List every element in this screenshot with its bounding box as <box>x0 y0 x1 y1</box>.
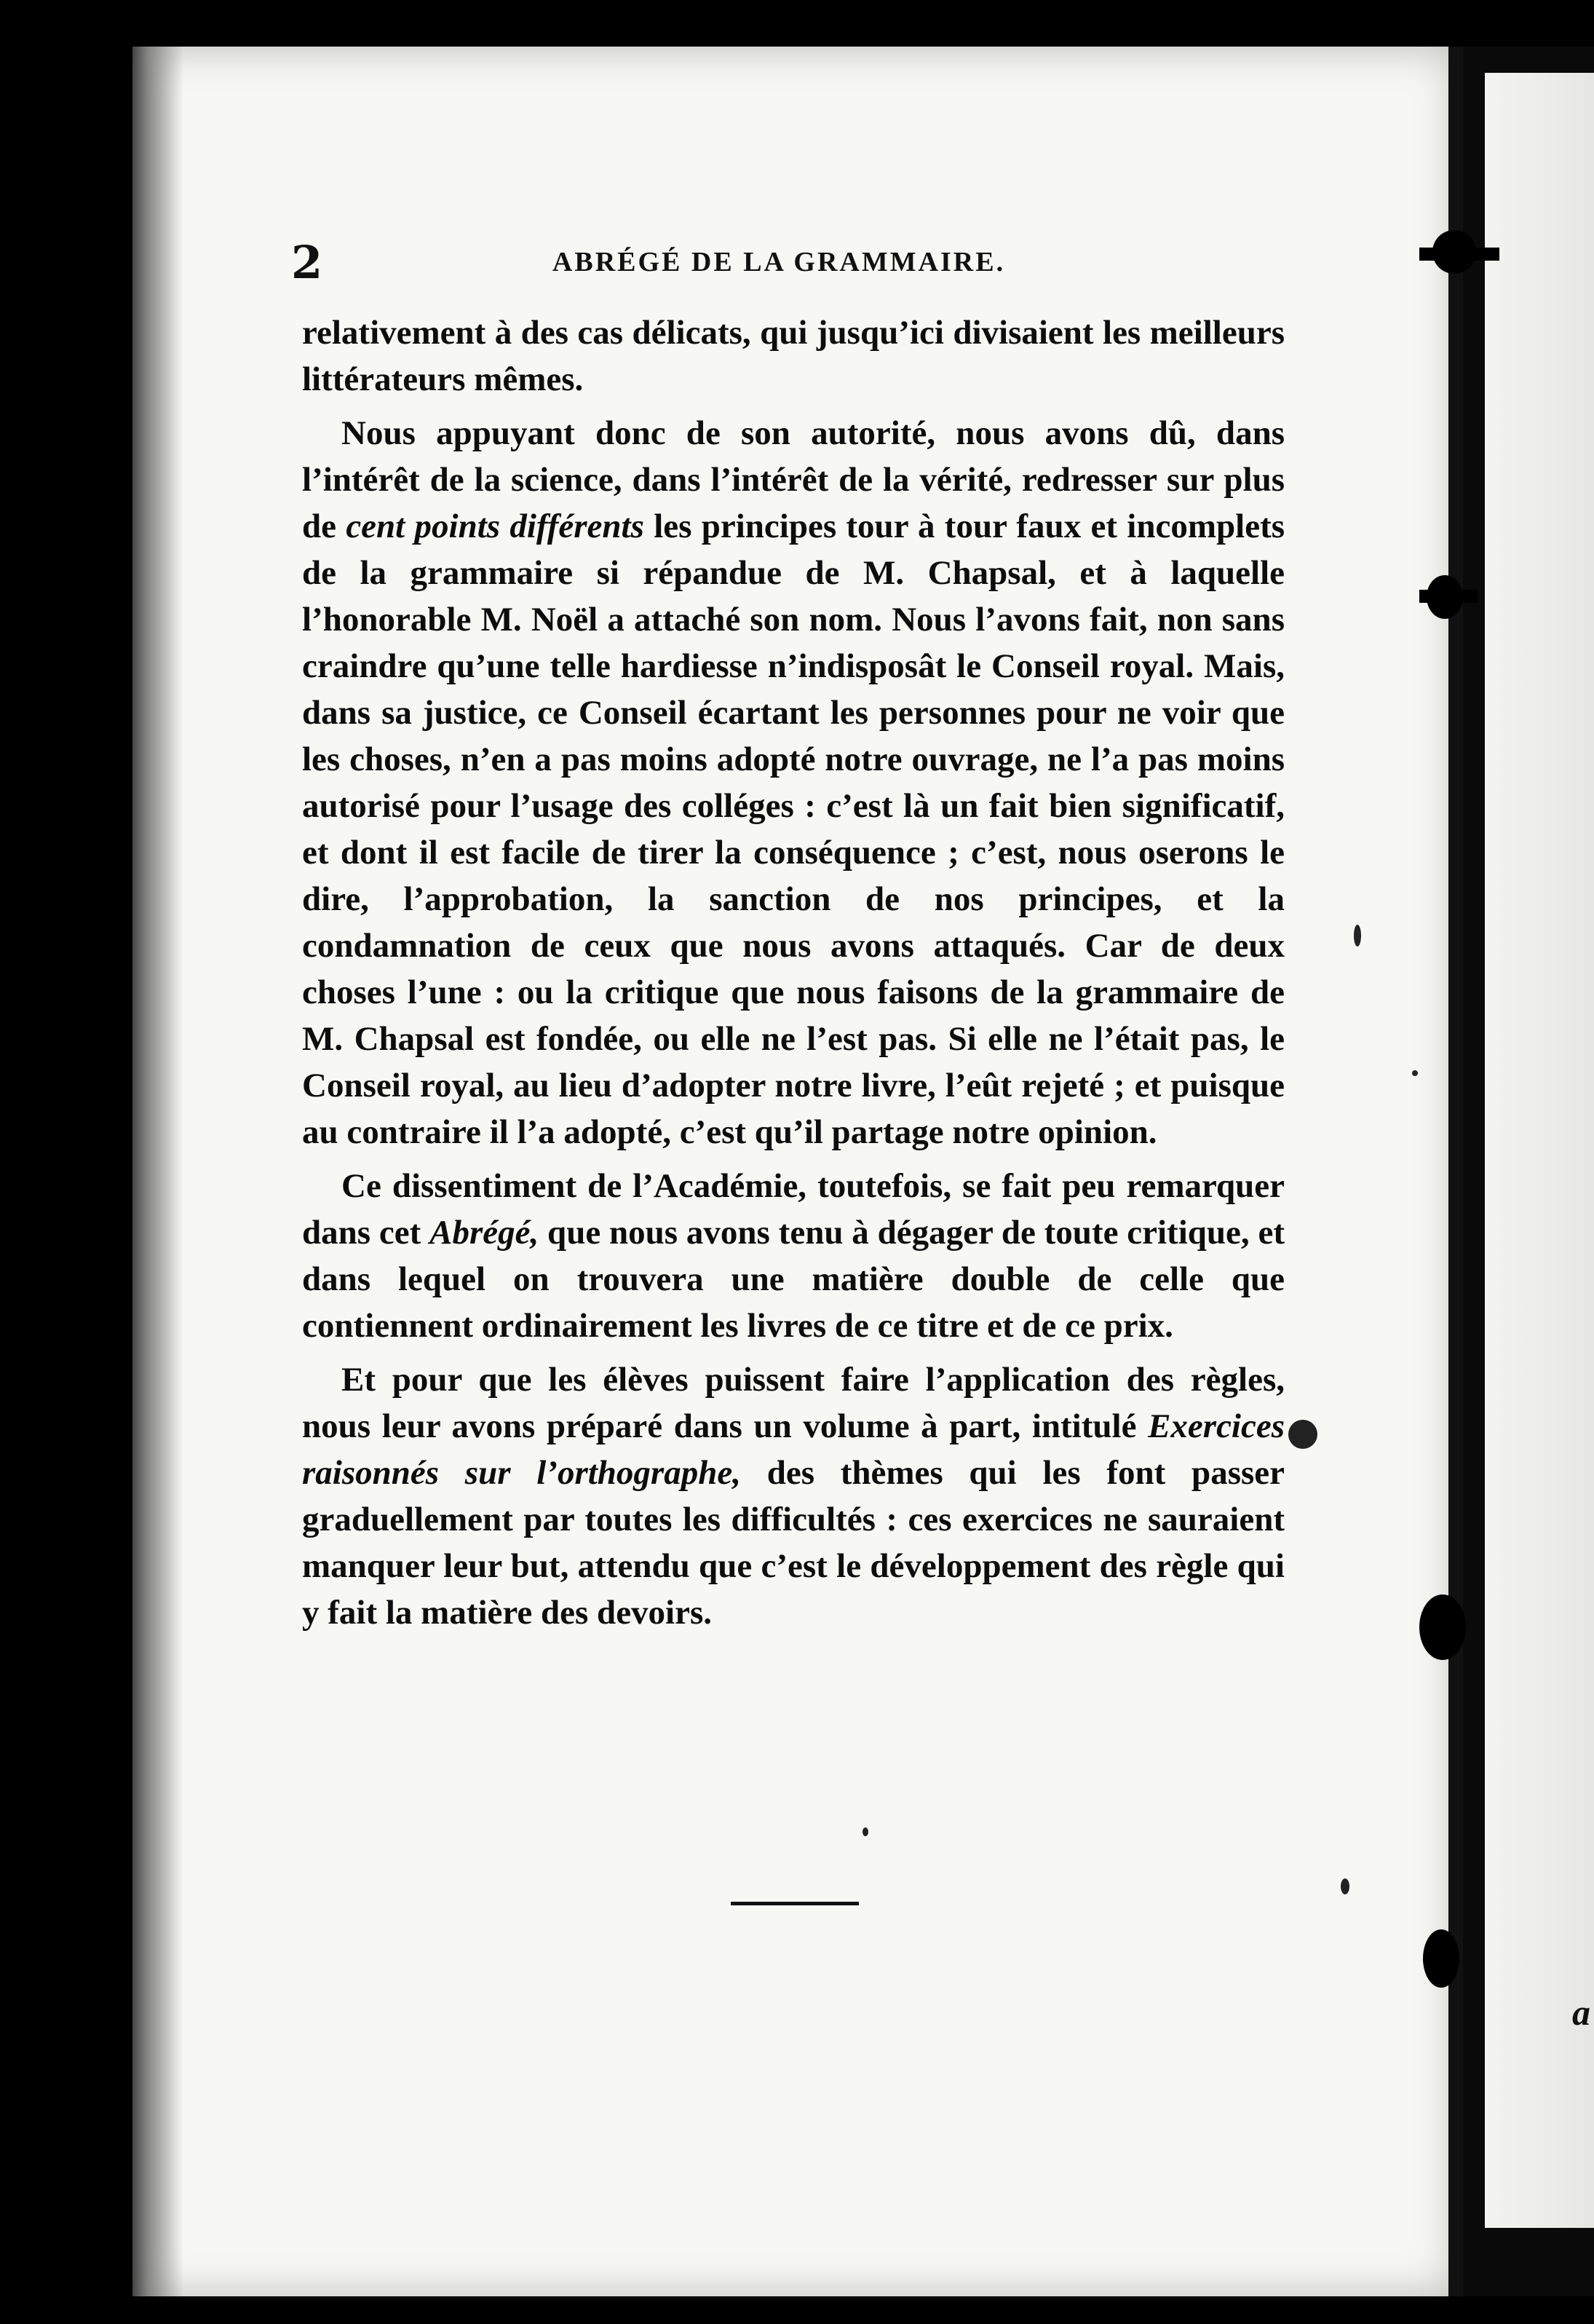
facing-page-strip <box>1485 73 1594 2228</box>
binding-knot <box>1423 1929 1459 1988</box>
scan-speck <box>1288 1420 1317 1449</box>
running-head <box>291 235 1296 289</box>
paragraph-2-emphasis: cent points différents <box>346 507 644 545</box>
paragraph-3-text-b: que nous avons tenu à dégager de toute critique, et dans lequel on trouvera une matière double de celle que contiennent ordinairement les livres de ce titre et de ce prix. <box>302 1214 1285 1345</box>
body-text <box>302 309 1285 1643</box>
paragraph-4-emphasis: Exercices raisonnés sur l’orthographe, <box>302 1407 1285 1492</box>
scan-speck <box>1354 925 1361 946</box>
scan-speck <box>863 1827 868 1836</box>
binding-knot <box>1419 1594 1466 1660</box>
scan-speck <box>1341 1878 1349 1894</box>
page-left-edge <box>132 47 183 2296</box>
paragraph-4-text-b: des thèmes qui les font passer graduellement par toutes les difficultés : ces exercices ne sauraient manquer leur but, attendu que c’est le développement des règle qui y fait la matière des devoirs. <box>302 1454 1285 1632</box>
running-head-title: ABRÉGÉ DE LA GRAMMAIRE. <box>552 247 1006 277</box>
paragraph-2-text-b: les principes tour à tour faux et incomplets de la grammaire si répandue de M. Chapsal, et à laquelle l’honorable M. Noël a attaché son nom. Nous l’avons fait, non sans craindre qu’une telle hardiesse n’indisposât le Conseil royal. Mais, dans sa justice, ce Conseil écartant les personnes pour ne voir que les choses, n’en a pas moins adopté notre ouvrage, ne l’a pas moins autorisé pour l’usage des colléges : c’est là un fait bien significatif, et dont il est facile de tirer la conséquence ; c’est, nous oserons le dire, l’approbation, la sanction de nos principes, et la condamnation de ceux que nous avons attaqués. Car de deux choses l’une : ou la critique que nous faisons de la grammaire de M. Chapsal est fondée, ou elle ne l’est pas. Si elle ne l’était pas, le Conseil royal, au lieu d’adopter notre livre, l’eût rejeté ; et puisque au contraire il l’a adopté, c’est qu’il partage notre opinion. <box>302 507 1285 1151</box>
binding-knot <box>1432 230 1476 274</box>
facing-page-letter: a <box>1572 1992 1590 2033</box>
end-rule <box>731 1902 859 1905</box>
paragraph-2-text-a: Nous appuyant donc de son autorité, nous avons dû, dans l’intérêt de la science, dans l’intérêt de la vérité, redresser sur plus de <box>302 414 1285 545</box>
binding-knot <box>1427 575 1463 619</box>
paragraph-2 <box>302 410 1285 1155</box>
paragraph-3-emphasis: Abrégé, <box>429 1214 539 1252</box>
paragraph-3 <box>302 1163 1285 1349</box>
paragraph-4 <box>302 1356 1285 1636</box>
page-number: 2 <box>291 235 323 289</box>
paragraph-4-text-a: Et pour que les élèves puissent faire l’application des règles, nous leur avons préparé dans un volume à part, intitulé <box>302 1361 1285 1445</box>
paragraph-1: relativement à des cas délicats, qui jusqu’ici divisaient les meilleurs littérateurs mêmes. <box>302 314 1285 398</box>
paragraph-3-text-a: Ce dissentiment de l’Académie, toutefois, se fait peu remarquer dans cet <box>302 1167 1285 1252</box>
scan-speck <box>1412 1070 1418 1076</box>
